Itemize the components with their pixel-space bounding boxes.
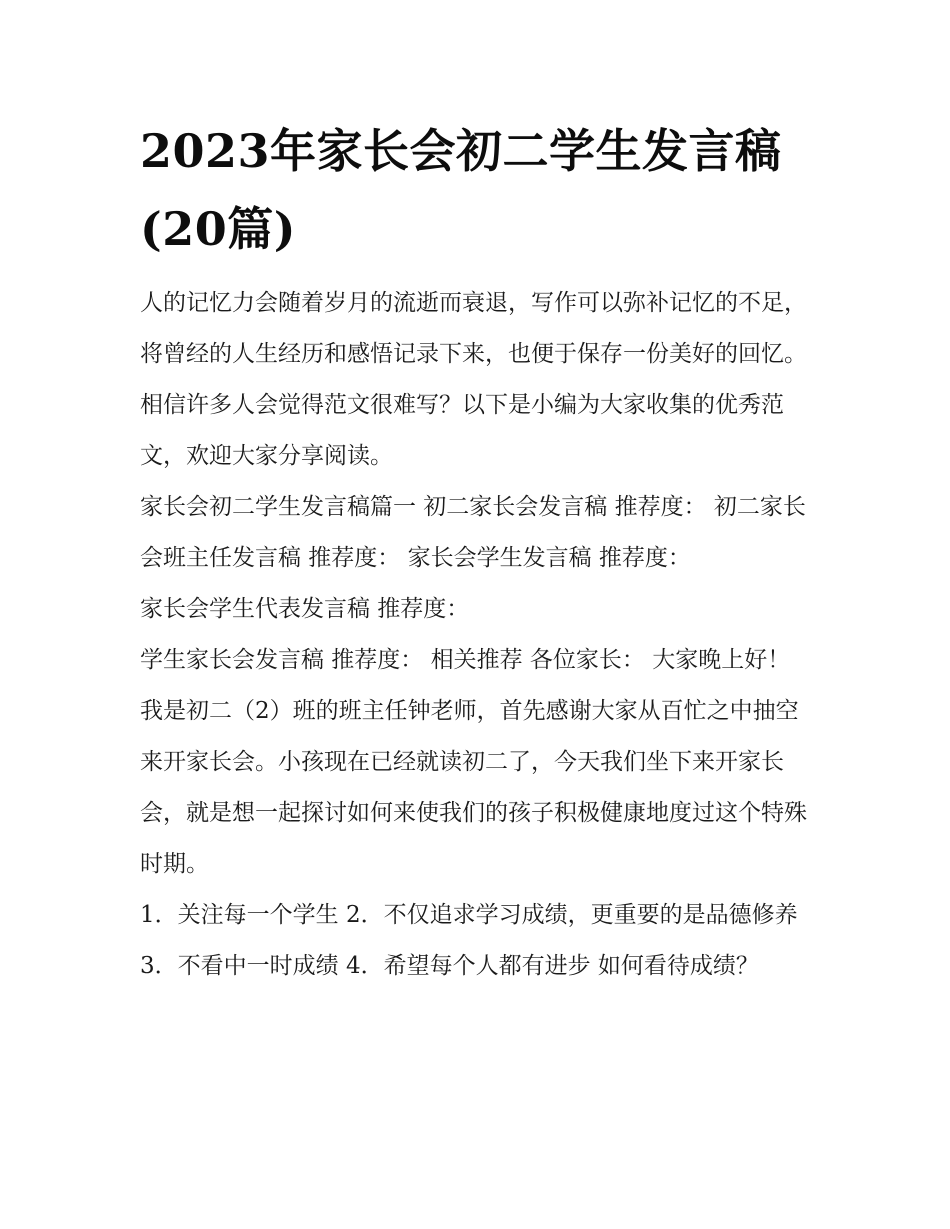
document-body [140,278,815,992]
recommend-paragraph: 家长会初二学生发言稿篇一 初二家长会发言稿 推荐度： 初二家长会班主任发言稿 推荐度： 家长会学生发言稿 推荐度： [140,494,806,571]
intro-paragraph: 人的记忆力会随着岁月的流逝而衰退，写作可以弥补记忆的不足，将曾经的人生经历和感悟记录下来，也便于保存一份美好的回忆。相信许多人会觉得范文很难写？以下是小编为大家收集的优秀范文，欢迎大家分享阅读。 [140,290,807,469]
speech-paragraph: 我是初二（2）班的班主任钟老师，首先感谢大家从百忙之中抽空来开家长会。小孩现在已经就读初二了，今天我们坐下来开家长会，就是想一起探讨如何来使我们的孩子积极健康地度过这个特殊时期。 [140,698,807,877]
greeting-paragraph: 学生家长会发言稿 推荐度： 相关推荐 各位家长： 大家晚上好！ [140,647,791,673]
list-paragraph: 1．关注每一个学生 2．不仅追求学习成绩，更重要的是品德修养 3．不看中一时成绩 4．希望每个人都有进步 如何看待成绩？ [140,902,798,979]
document-title: 2023年家长会初二学生发言稿(20篇) [140,124,782,256]
recommend-paragraph: 家长会学生代表发言稿 推荐度： [140,596,470,622]
